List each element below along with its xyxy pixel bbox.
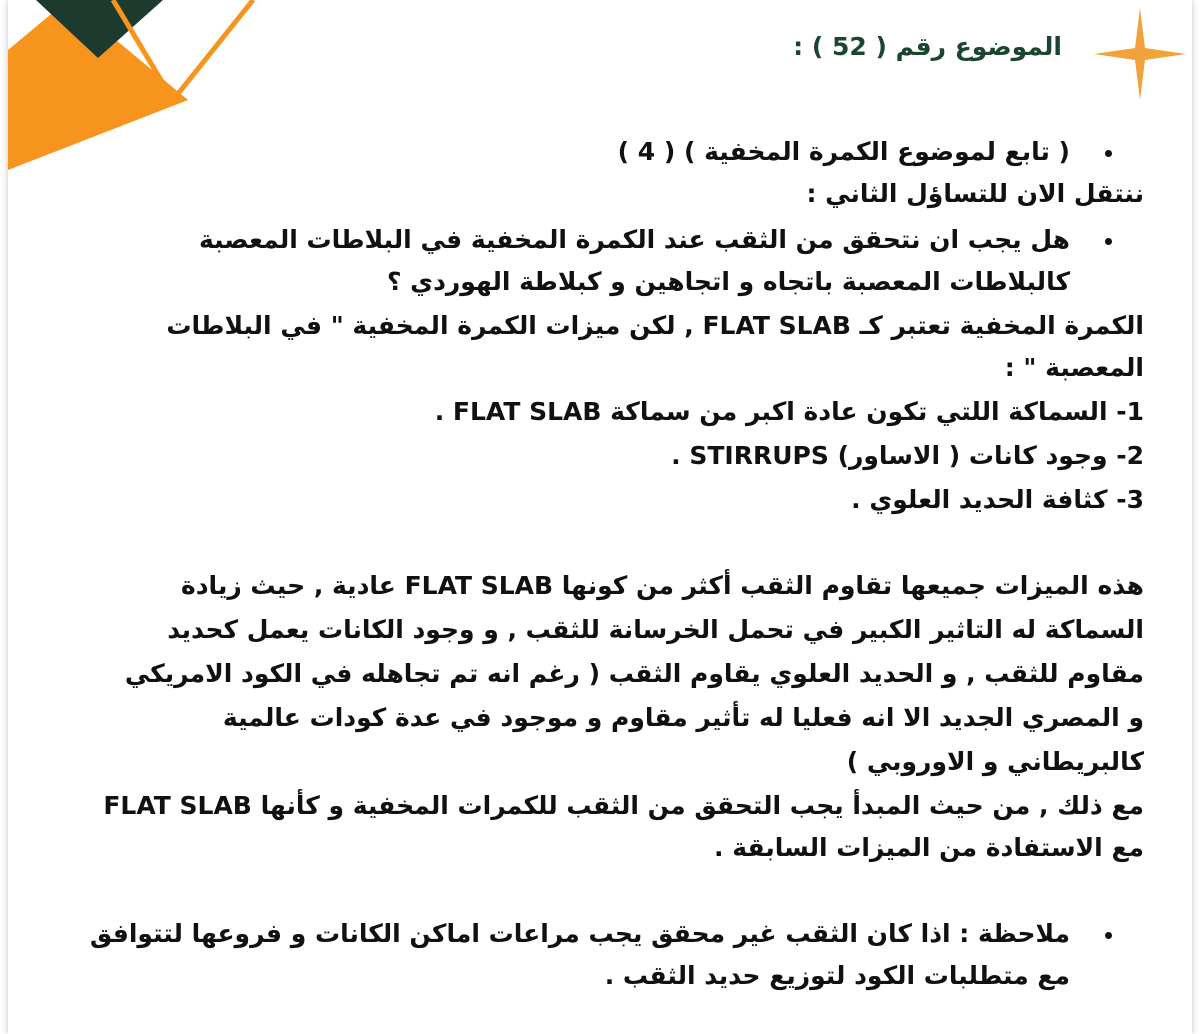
paragraph-line: المعصبة " : (1004, 353, 1144, 382)
numbered-item-3: 3- كثافة الحديد العلوي . (851, 485, 1144, 514)
paragraph-line: الكمرة المخفية تعتبر كـ FLAT SLAB , لكن ميزات الكمرة المخفية " في البلاطات (166, 311, 1144, 340)
paragraph-line: مع الاستفادة من الميزات السابقة . (714, 833, 1144, 862)
paragraph-line: مع ذلك , من حيث المبدأ يجب التحقق من الثقب للكمرات المخفية و كأنها FLAT SLAB (103, 791, 1144, 820)
paragraph-line: مقاوم للثقب , و الحديد العلوي يقاوم الثقب ( رغم انه تم تجاهله في الكود الامريكي (124, 659, 1144, 688)
numbered-item-1: 1- السماكة اللتي تكون عادة اكبر من سماكة FLAT SLAB . (434, 397, 1144, 426)
paragraph-line: و المصري الجديد الا انه فعليا له تأثير مقاوم و موجود في عدة كودات عالمية (222, 703, 1144, 732)
note-line-1: ملاحظة : اذا كان الثقب غير محقق يجب مراعات اماكن الكانات و فروعها لتتوافق (89, 919, 1070, 948)
question-line-2: كالبلاطات المعصبة باتجاه و اتجاهين و كبلاطة الهوردي ؟ (386, 267, 1070, 296)
topic-title: الموضوع رقم ( 52 ) : (793, 32, 1062, 61)
bullet-dot (1105, 932, 1112, 939)
paragraph-line: هذه الميزات جميعها تقاوم الثقب أكثر من كونها FLAT SLAB عادية , حيث زيادة (180, 571, 1144, 600)
numbered-item-2: 2- وجود كانات ( الاساور) STIRRUPS . (671, 441, 1144, 470)
paragraph-line: كالبريطاني و الاوروبي ) (846, 747, 1144, 776)
bullet-continuation: ( تابع لموضوع الكمرة المخفية ) ( 4 ) (617, 137, 1070, 166)
bullet-dot (1105, 238, 1112, 245)
question-line-1: هل يجب ان نتحقق من الثقب عند الكمرة المخفية في البلاطات المعصبة (199, 225, 1070, 254)
paragraph-line: السماكة له التاثير الكبير في تحمل الخرسانة للثقب , و وجود الكانات يعمل كحديد (167, 615, 1144, 644)
transition-line: ننتقل الان للتساؤل الثاني : (806, 179, 1144, 208)
corner-decoration (8, 0, 268, 170)
sparkle-star-icon (1092, 6, 1188, 102)
note-line-2: مع متطلبات الكود لتوزيع حديد الثقب . (604, 961, 1070, 990)
document-page (8, 0, 1192, 1034)
bullet-dot (1105, 150, 1112, 157)
